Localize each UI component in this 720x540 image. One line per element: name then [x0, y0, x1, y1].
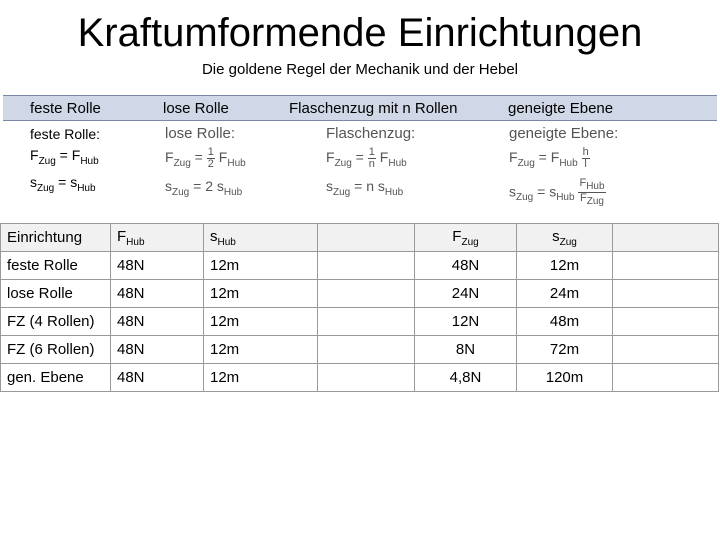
- table-row: [1, 280, 719, 308]
- table-cell: 48N: [111, 364, 204, 392]
- table-header-cell: $s_{Hub}$: [204, 224, 318, 252]
- table-cell: 12m: [517, 252, 613, 280]
- table-header-cell: $F_{Zug}$: [415, 224, 517, 252]
- table-cell: 12m: [204, 280, 318, 308]
- table-header-cell: $F_{Hub}$: [111, 224, 204, 252]
- table-cell: gen. Ebene: [1, 364, 111, 392]
- table-cell: 48N: [415, 252, 517, 280]
- pulley-rule-distance: $s_{Zug} = n$ $s_{Hub}$: [326, 178, 404, 198]
- table-cell: 12m: [204, 336, 318, 364]
- table-cell: [318, 252, 415, 280]
- table-cell: [613, 364, 719, 392]
- header-tab-geneigte-ebene: geneigte Ebene: [508, 100, 614, 117]
- fixed-rule-distance: $s_{Zug} = s_{Hub}$: [30, 173, 96, 194]
- page-subtitle: Die goldene Regel der Mechanik und der Hebel: [201, 61, 519, 78]
- table-cell: [318, 280, 415, 308]
- table-cell: [318, 308, 415, 336]
- loose-rule-distance: $s_{Zug} = 2$ $s_{Hub}$: [165, 178, 243, 198]
- table-header-cell: Einrichtung: [1, 224, 111, 252]
- page-title: Kraftumformende Einrichtungen: [77, 11, 643, 55]
- table-cell: 24m: [517, 280, 613, 308]
- table-cell: 24N: [415, 280, 517, 308]
- table-cell: 4,8N: [415, 364, 517, 392]
- table-cell: 48m: [517, 308, 613, 336]
- pulley-rule-title: Flaschenzug:: [326, 125, 416, 142]
- table-cell: [318, 364, 415, 392]
- incline-rule-force: $F_{Zug} = F_{Hub}$ $\frac{h}{l}$: [509, 146, 589, 170]
- header-tab-lose-rolle: lose Rolle: [163, 100, 229, 117]
- loose-rule-title: lose Rolle:: [165, 125, 236, 142]
- table-cell: 120m: [517, 364, 613, 392]
- table-cell: 12m: [204, 252, 318, 280]
- header-tab-feste-rolle: feste Rolle: [30, 100, 101, 117]
- table-header-cell: [318, 224, 415, 252]
- loose-rule-force: $F_{Zug}$ = $\frac{1}{2}$ $F_{Hub}$: [165, 146, 246, 170]
- table-cell: FZ (6 Rollen): [1, 336, 111, 364]
- incline-rule-title: geneigte Ebene:: [509, 125, 619, 142]
- table-header-cell: [613, 224, 719, 252]
- table-cell: 12m: [204, 308, 318, 336]
- table-cell: 12m: [204, 364, 318, 392]
- table-cell: 8N: [415, 336, 517, 364]
- table-cell: [613, 308, 719, 336]
- table-cell: lose Rolle: [1, 280, 111, 308]
- table-cell: feste Rolle: [1, 252, 111, 280]
- table-row: [1, 308, 719, 336]
- pulley-rule-force: $F_{Zug}$ = $\frac{1}{n}$ $F_{Hub}$: [326, 146, 407, 170]
- table-cell: [613, 336, 719, 364]
- table-cell: 48N: [111, 252, 204, 280]
- table-row: [1, 364, 719, 392]
- fixed-rule-force: $F_{Zug} = F_{Hub}$: [30, 147, 99, 167]
- incline-rule-distance: $s_{Zug} = s_{Hub}$ $\frac{F_{Hub}}{F_{Zug}}$: [509, 177, 605, 208]
- table-header-cell: $s_{Zug}$: [517, 224, 613, 252]
- fixed-rule-title: feste Rolle:: [30, 126, 101, 142]
- table-row: [1, 252, 719, 280]
- table-cell: [613, 252, 719, 280]
- table-cell: FZ (4 Rollen): [1, 308, 111, 336]
- table-header-row: [1, 224, 719, 252]
- table-cell: [613, 280, 719, 308]
- table-row: [1, 336, 719, 364]
- table-cell: 48N: [111, 280, 204, 308]
- table-cell: 48N: [111, 308, 204, 336]
- table-cell: 12N: [415, 308, 517, 336]
- table-cell: 72m: [517, 336, 613, 364]
- table-cell: [318, 336, 415, 364]
- table-cell: 48N: [111, 336, 204, 364]
- fixed-pulley-rule: [30, 124, 100, 199]
- data-table: [0, 223, 719, 392]
- header-tab-flaschenzug: Flaschenzug mit n Rollen: [289, 100, 458, 117]
